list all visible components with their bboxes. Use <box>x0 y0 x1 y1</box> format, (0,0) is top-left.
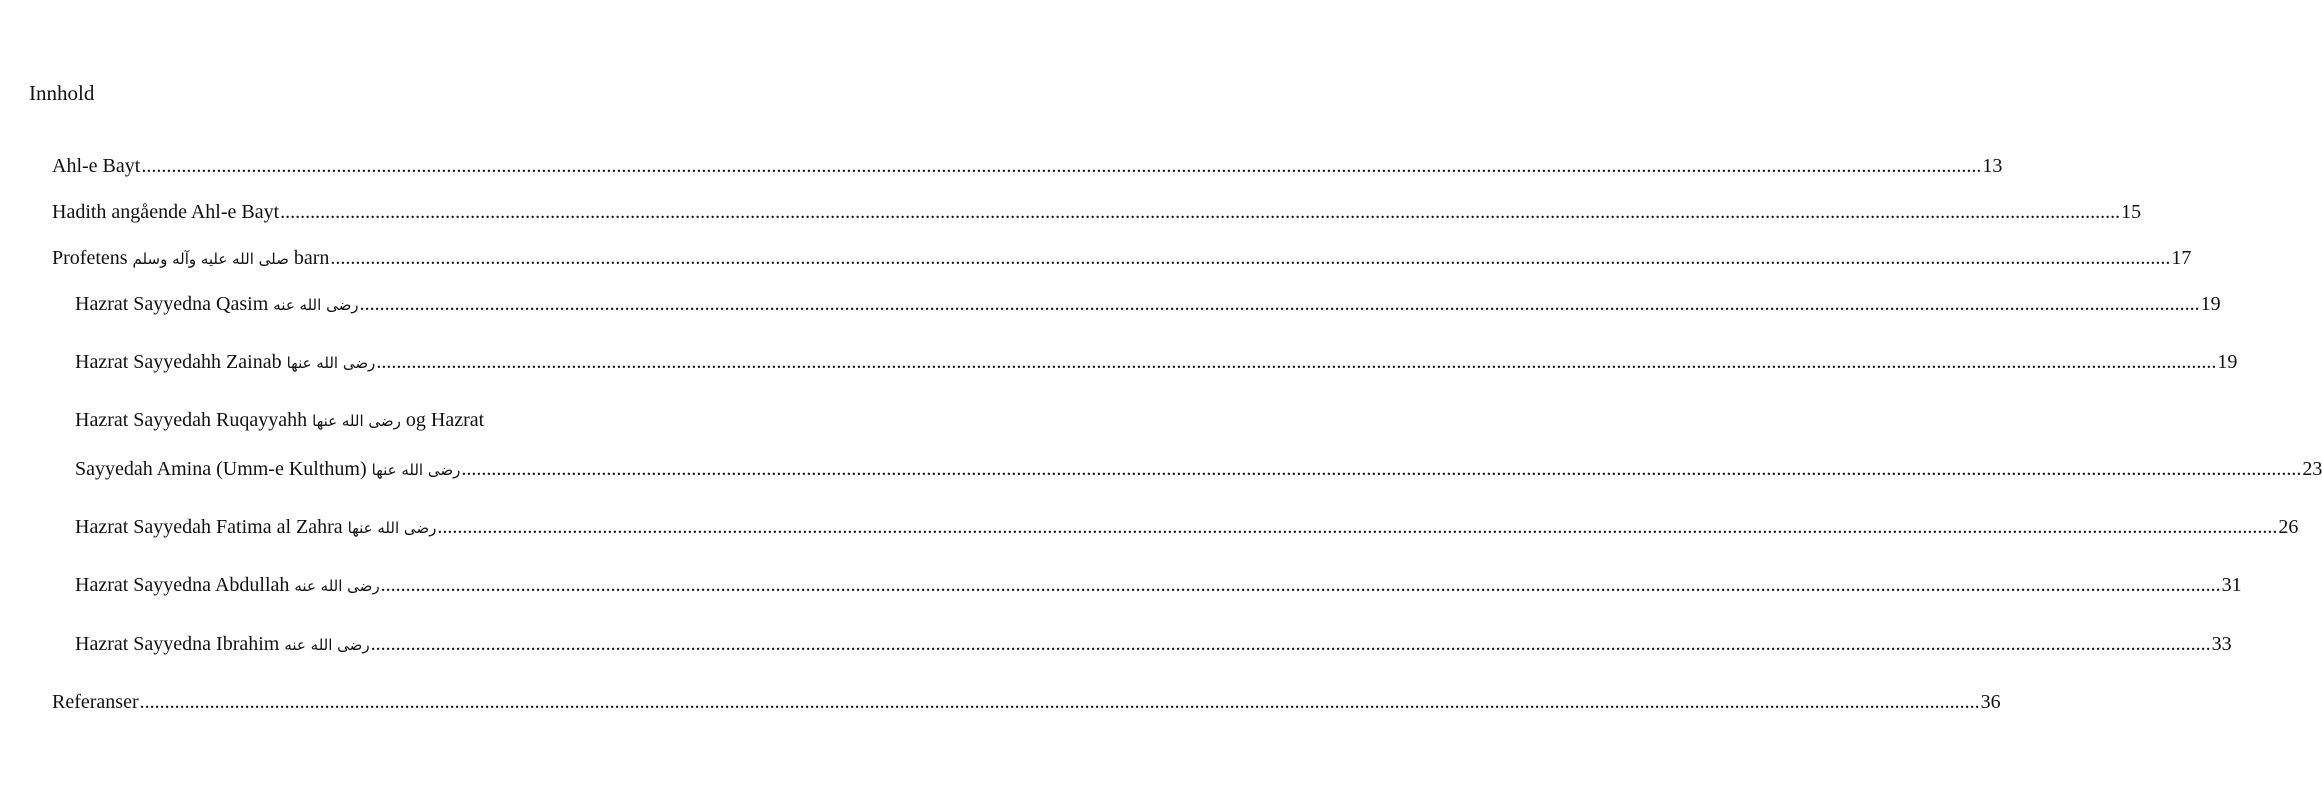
toc-entry-title-arabic: رضی الله عنه <box>273 296 359 314</box>
toc-entry-title: Hadith angående Ahl-e Bayt <box>52 201 280 223</box>
toc-entry-title-line-2 <box>75 456 460 483</box>
toc-entry-title-latin-suffix: barn <box>293 247 330 269</box>
toc-entry-title-line-1 <box>75 407 583 434</box>
toc-entry-title: Ahl-e Bayt <box>52 155 141 177</box>
toc-entry-title-arabic: رضی الله عنه <box>284 636 370 654</box>
toc-entry-title-arabic: رضی الله عنه <box>294 577 380 595</box>
toc-entry-title <box>75 349 375 376</box>
toc-entry-title-latin: Hazrat Sayyedah Ruqayyahh <box>75 409 308 431</box>
toc-entry-ruqayyahh-amina[interactable] <box>75 407 2322 483</box>
toc-entry-fatima[interactable] <box>75 514 2299 541</box>
toc-entry-page-number: 19 <box>2200 293 2221 315</box>
toc-entry-zainab[interactable] <box>75 349 2238 376</box>
toc-entry-title <box>75 514 436 541</box>
toc-entry-title-arabic: رضی الله عنها <box>371 461 461 479</box>
toc-entry-title <box>52 245 329 272</box>
dot-leader: ................................................................................................................................................................................................................................................................................................................................................................................ <box>437 516 2278 538</box>
toc-entry-hadith[interactable] <box>52 199 2142 225</box>
toc-entry-ibrahim[interactable] <box>75 631 2232 658</box>
toc-entry-title-arabic: رضی الله عنها <box>347 519 437 537</box>
toc-entry-title-latin: Hazrat Sayyedna Abdullah <box>75 574 290 596</box>
dot-leader: ................................................................................................................................................................................................................................................................................................................................................................................ <box>370 633 2211 655</box>
toc-entry-page-number: 33 <box>2211 633 2232 655</box>
toc-entry-page-number: 15 <box>2121 201 2142 223</box>
toc-entry-title-latin-suffix: og Hazrat <box>405 409 485 431</box>
toc-entry-title-latin: Hazrat Sayyedahh Zainab <box>75 351 282 373</box>
toc-entry-title <box>75 291 359 318</box>
dot-leader: ................................................................................................................................................................................................................................................................................................................................................................................ <box>141 155 1982 177</box>
toc-entry-title-latin: Sayyedah Amina (Umm-e Kulthum) <box>75 458 367 480</box>
dot-leader: ................................................................................................................................................................................................................................................................................................................................................................................ <box>380 574 2221 596</box>
dot-leader: ................................................................................................................................................................................................................................................................................................................................................................................ <box>330 247 2171 269</box>
toc-entry-referanser[interactable] <box>52 689 2001 715</box>
toc-entry-page-number: 13 <box>1982 155 2003 177</box>
dot-leader: ................................................................................................................................................................................................................................................................................................................................................................................ <box>376 351 2217 373</box>
toc-entry-title-arabic: رضی الله عنها <box>312 412 401 430</box>
toc-entry-qasim[interactable] <box>75 291 2221 318</box>
toc-entry-page-number: 17 <box>2171 247 2192 269</box>
toc-entry-title-arabic: صلى الله عليه وآله وسلم <box>132 250 289 268</box>
toc-entry-title-latin: Hazrat Sayyedah Fatima al Zahra <box>75 516 343 538</box>
toc-entry-page-number: 31 <box>2221 574 2242 596</box>
dot-leader: ................................................................................................................................................................................................................................................................................................................................................................................ <box>359 293 2200 315</box>
toc-entry-page-number: 23 <box>2302 458 2322 480</box>
toc-entry-title <box>75 572 380 599</box>
toc-entry-ahl-e-bayt[interactable] <box>52 153 2003 179</box>
toc-entry-title: Referanser <box>52 691 139 713</box>
toc-entry-page-number: 36 <box>1980 691 2001 713</box>
toc-entry-title-arabic: رضی الله عنها <box>286 354 376 372</box>
toc-entry-page-number: 26 <box>2278 516 2299 538</box>
page-title: Innhold <box>29 81 95 105</box>
toc-entry-page-number: 19 <box>2217 351 2238 373</box>
dot-leader: ................................................................................................................................................................................................................................................................................................................................................................................ <box>280 201 2121 223</box>
toc-entry-title-latin: Hazrat Sayyedna Qasim <box>75 293 269 315</box>
toc-entry-title-latin: Hazrat Sayyedna Ibrahim <box>75 633 280 655</box>
dot-leader: ................................................................................................................................................................................................................................................................................................................................................................................ <box>139 691 1980 713</box>
toc-entry-title-latin: Profetens <box>52 247 128 269</box>
toc-entry-abdullah[interactable] <box>75 572 2242 599</box>
dot-leader: ................................................................................................................................................................................................................................................................................................................................................................................ <box>461 458 2302 480</box>
toc-entry-title <box>75 631 370 658</box>
toc-entry-profetens-barn[interactable] <box>52 245 2192 272</box>
